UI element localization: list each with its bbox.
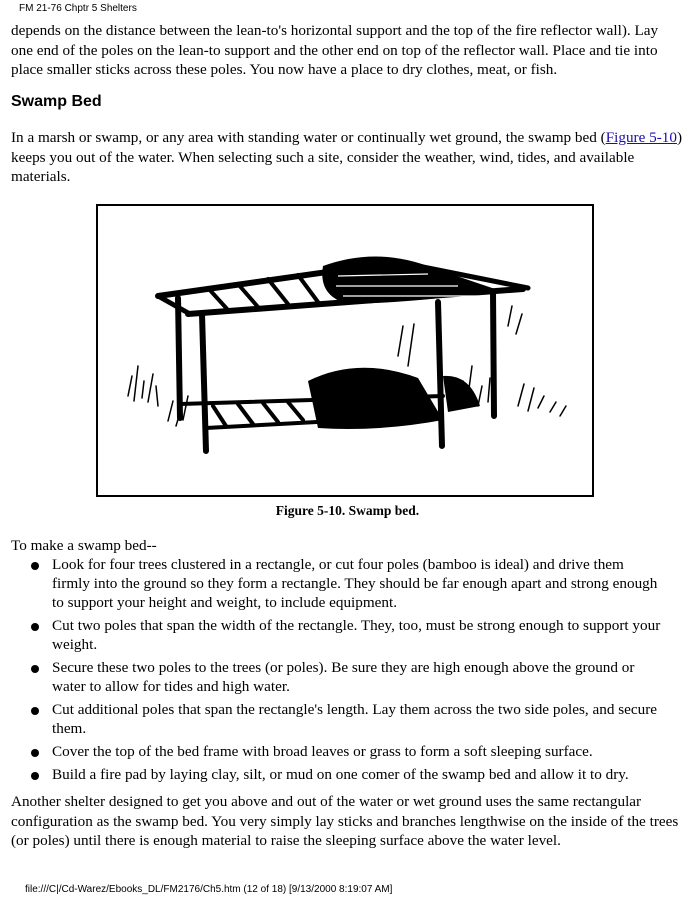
figure-frame <box>96 204 594 497</box>
section-text-before: In a marsh or swamp, or any area with standing water or continually wet ground, the swamp bed ( <box>11 129 606 146</box>
list-item-text: Secure these two poles to the trees (or poles). Be sure they are high enough above the ground or water to allow for tides and high water. <box>52 659 635 695</box>
section-text-after: ) keeps you out of the water. When selecting such a site, consider the weather, wind, tides, and available materials. <box>11 129 683 186</box>
steps-list <box>0 555 695 788</box>
bullet-icon <box>31 665 39 673</box>
list-item <box>0 658 662 696</box>
list-item-text: Look for four trees clustered in a rectangle, or cut four poles (bamboo is ideal) and drive them firmly into the ground so they form a rectangle. They should be far enough apart and strong enough to support your height and weight, to include equipment. <box>52 556 658 611</box>
intro-paragraph: depends on the distance between the lean-to's horizontal support and the top of the fire reflector wall). Lay one end of the poles on the lean-to support and the other end on top of the reflector wall. Place and tie into place smaller sticks across these poles. You now have a place to dry clothes, meat, or fish. <box>11 22 659 79</box>
list-item <box>0 765 662 784</box>
closing-paragraph: Another shelter designed to get you above and out of the water or wet ground uses the same rectangular configuration as the swamp bed. You very simply lay sticks and branches lengthwise on the inside of the trees (or poles) until there is enough material to raise the sleeping surface above the water level. <box>11 793 679 850</box>
section-heading: Swamp Bed <box>11 93 102 110</box>
figure-caption: Figure 5-10. Swamp bed. <box>275 503 420 518</box>
list-item <box>0 700 662 738</box>
list-item <box>0 616 662 654</box>
list-item-text: Cut two poles that span the width of the rectangle. They, too, must be strong enough to support your weight. <box>52 617 661 653</box>
bullet-icon <box>31 562 39 570</box>
page-footer: file:///C|/Cd-Warez/Ebooks_DL/FM2176/Ch5.htm (12 of 18) [9/13/2000 8:19:07 AM] <box>25 884 393 895</box>
bullet-icon <box>31 623 39 631</box>
figure-link[interactable]: Figure 5-10 <box>605 129 677 146</box>
section-paragraph <box>11 128 683 187</box>
list-item <box>0 555 662 612</box>
list-item-text: Cover the top of the bed frame with broad leaves or grass to form a soft sleeping surface. <box>52 743 593 760</box>
list-item <box>0 742 662 761</box>
bullet-icon <box>31 772 39 780</box>
list-item-text: Cut additional poles that span the rectangle's length. Lay them across the two side poles, and secure them. <box>52 701 658 737</box>
bullet-icon <box>31 749 39 757</box>
steps-intro: To make a swamp bed-- <box>11 537 157 554</box>
list-item-text: Build a fire pad by laying clay, silt, or mud on one comer of the swamp bed and allow it to dry. <box>52 766 629 783</box>
swamp-bed-illustration <box>98 206 592 495</box>
running-head: FM 21-76 Chptr 5 Shelters <box>19 3 137 14</box>
bullet-icon <box>31 707 39 715</box>
